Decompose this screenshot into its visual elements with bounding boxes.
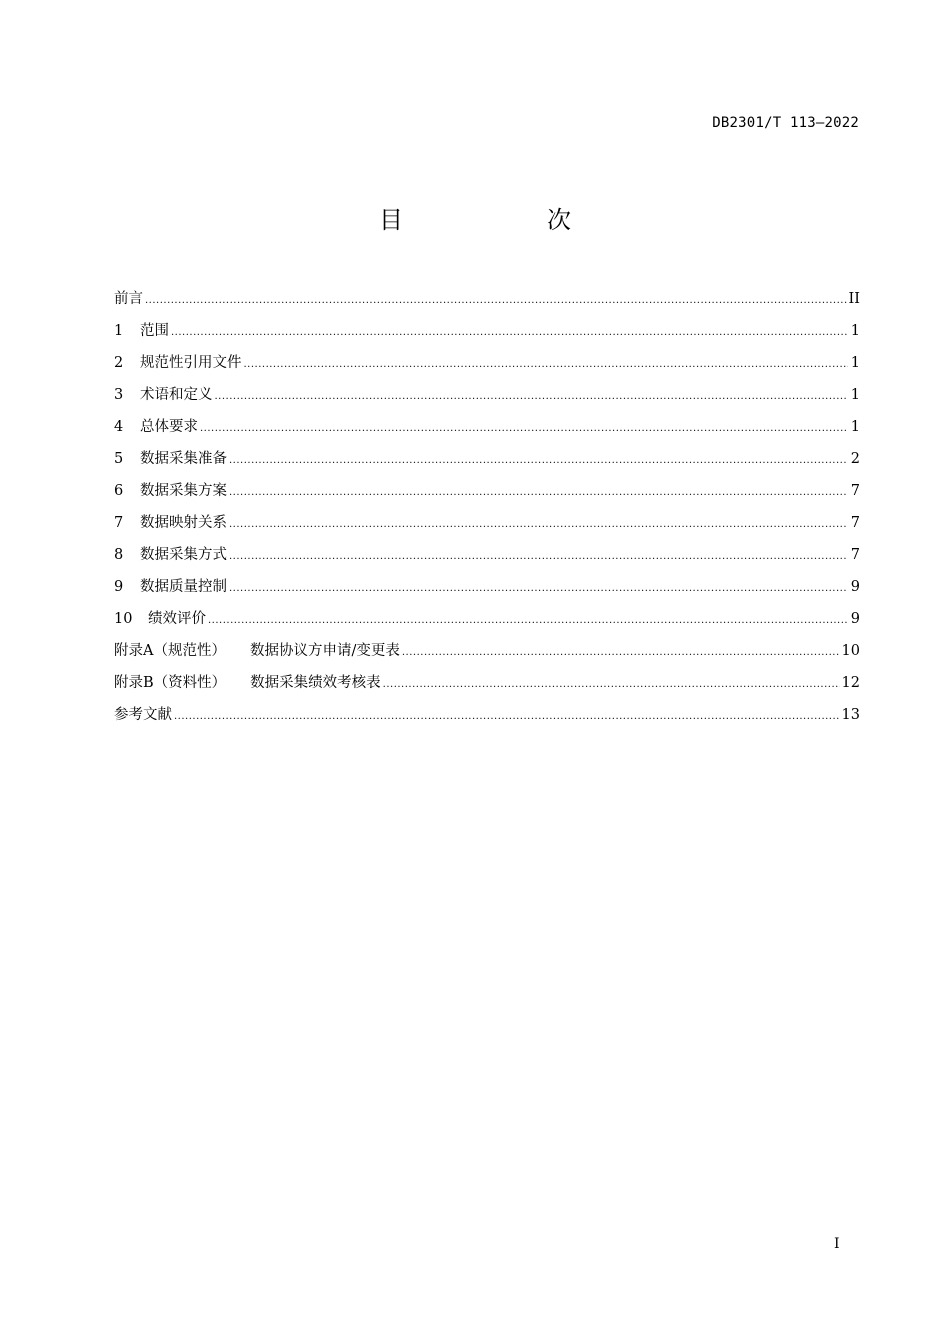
toc-entry-number: 4 bbox=[114, 419, 124, 435]
toc-entry-page: 1 bbox=[850, 419, 860, 435]
toc-entry-collection-methods[interactable] bbox=[114, 543, 860, 575]
toc-entry-normative-references[interactable] bbox=[114, 351, 860, 383]
toc-entry-page: 1 bbox=[850, 355, 860, 371]
toc-entry-terms-definitions[interactable] bbox=[114, 383, 860, 415]
toc-entry-label: 数据映射关系 bbox=[140, 515, 227, 531]
toc-entry-page: 7 bbox=[850, 515, 860, 531]
toc-leader-dots bbox=[215, 383, 849, 409]
toc-entry-sublabel: 数据协议方申请/变更表 bbox=[249, 643, 400, 659]
toc-entry-label: 范围 bbox=[140, 323, 169, 339]
toc-leader-dots bbox=[383, 671, 840, 697]
document-code: DB2301/T 113—2022 bbox=[712, 115, 859, 131]
toc-entry-foreword[interactable] bbox=[114, 287, 860, 319]
toc-entry-number: 1 bbox=[114, 323, 124, 339]
toc-leader-dots bbox=[229, 479, 848, 505]
toc-leader-dots bbox=[229, 575, 848, 601]
toc-entry-page: 9 bbox=[850, 579, 860, 595]
toc-entry-page: 13 bbox=[841, 707, 860, 723]
toc-entry-page: 12 bbox=[841, 675, 860, 691]
toc-leader-dots bbox=[229, 511, 848, 537]
toc-entry-page: II bbox=[848, 291, 860, 307]
toc-entry-page: 7 bbox=[850, 547, 860, 563]
toc-entry-performance-evaluation[interactable] bbox=[114, 607, 860, 639]
toc-leader-dots bbox=[171, 319, 848, 345]
toc-entry-scope[interactable] bbox=[114, 319, 860, 351]
toc-entry-label: 规范性引用文件 bbox=[140, 355, 242, 371]
toc-entry-page: 1 bbox=[850, 387, 860, 403]
page-number: I bbox=[834, 1236, 840, 1252]
toc-entry-label: 总体要求 bbox=[140, 419, 198, 435]
toc-entry-collection-preparation[interactable] bbox=[114, 447, 860, 479]
toc-entry-label: 参考文献 bbox=[114, 707, 172, 723]
toc-entry-number: 8 bbox=[114, 547, 124, 563]
toc-leader-dots bbox=[208, 607, 848, 633]
toc-leader-dots bbox=[200, 415, 848, 441]
toc-entry-page: 7 bbox=[850, 483, 860, 499]
toc-leader-dots bbox=[145, 287, 847, 313]
toc-entry-appendix-b[interactable] bbox=[114, 671, 860, 703]
toc-leader-dots bbox=[229, 543, 848, 569]
toc-entry-number: 6 bbox=[114, 483, 124, 499]
toc-entry-label: 绩效评价 bbox=[148, 611, 206, 627]
toc-entry-page: 10 bbox=[841, 643, 860, 659]
toc-entry-label: 术语和定义 bbox=[140, 387, 213, 403]
toc-entry-bibliography[interactable] bbox=[114, 703, 860, 735]
toc-entry-page: 9 bbox=[850, 611, 860, 627]
toc-entry-sublabel: 数据采集绩效考核表 bbox=[250, 675, 381, 691]
toc-entry-label: 数据采集方案 bbox=[140, 483, 227, 499]
toc-entry-data-mapping[interactable] bbox=[114, 511, 860, 543]
toc-entry-quality-control[interactable] bbox=[114, 575, 860, 607]
toc-leader-dots bbox=[174, 703, 840, 729]
toc-entry-general-requirements[interactable] bbox=[114, 415, 860, 447]
toc-entry-label: 附录B（资料性） bbox=[114, 675, 227, 691]
toc-entry-page: 2 bbox=[850, 451, 860, 467]
table-of-contents bbox=[114, 287, 860, 735]
toc-entry-label: 附录A（规范性） bbox=[114, 643, 226, 659]
toc-leader-dots bbox=[244, 351, 849, 377]
toc-entry-collection-plan[interactable] bbox=[114, 479, 860, 511]
toc-leader-dots bbox=[229, 447, 848, 473]
toc-entry-number: 7 bbox=[114, 515, 124, 531]
toc-leader-dots bbox=[402, 639, 840, 665]
toc-entry-number: 3 bbox=[114, 387, 124, 403]
toc-entry-label: 数据质量控制 bbox=[140, 579, 227, 595]
toc-entry-label: 前言 bbox=[114, 291, 143, 307]
toc-entry-page: 1 bbox=[850, 323, 860, 339]
toc-entry-number: 2 bbox=[114, 355, 124, 371]
toc-entry-label: 数据采集准备 bbox=[140, 451, 227, 467]
toc-entry-number: 9 bbox=[114, 579, 124, 595]
page-title: 目 次 bbox=[379, 206, 631, 234]
toc-entry-appendix-a[interactable] bbox=[114, 639, 860, 671]
toc-entry-number: 10 bbox=[114, 611, 133, 627]
toc-entry-number: 5 bbox=[114, 451, 124, 467]
toc-entry-label: 数据采集方式 bbox=[140, 547, 227, 563]
